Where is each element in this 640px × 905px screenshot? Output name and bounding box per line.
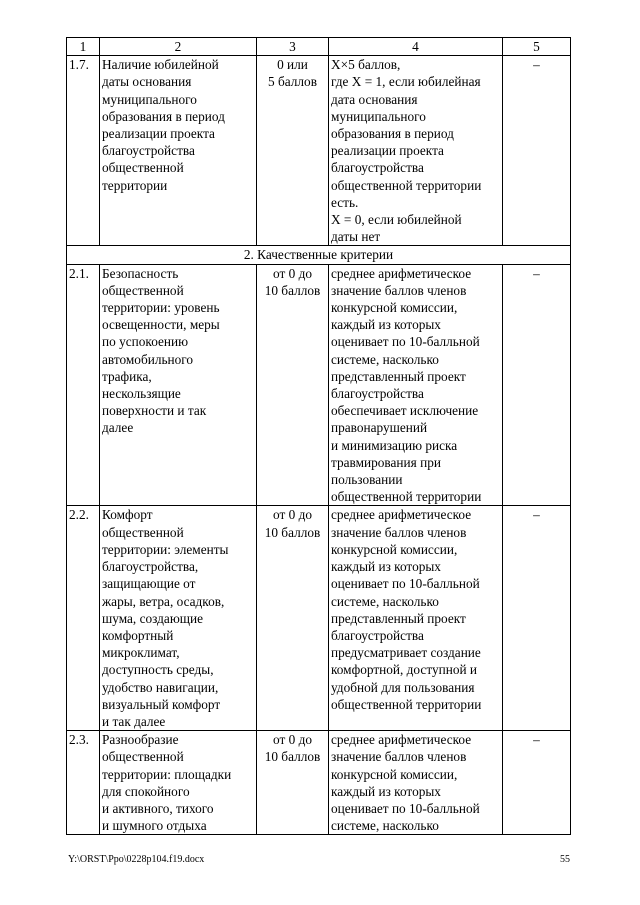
header-col-5: 5 (503, 38, 571, 56)
table-row (67, 506, 571, 731)
row-criterion: Разнообразие общественной территории: площадки для спокойного и активного, тихого и шумного отдыха (100, 731, 257, 835)
table-row (67, 56, 571, 246)
row-note: – (503, 731, 571, 835)
criteria-table (66, 37, 571, 835)
section-heading-row (67, 246, 571, 264)
table-row (67, 264, 571, 506)
footer-file-path: Y:\ORST\Ppo\0228p104.f19.docx (68, 854, 205, 865)
row-note: – (503, 264, 571, 506)
header-col-2: 2 (100, 38, 257, 56)
row-note: – (503, 506, 571, 731)
row-method: X×5 баллов, где X = 1, если юбилейная дата основания муниципального образования в период реализации проекта благоустройства общественной территории есть. X = 0, если юбилейной даты нет (329, 56, 503, 246)
row-number: 2.2. (67, 506, 100, 731)
row-score: от 0 до 10 баллов (257, 264, 329, 506)
row-score: от 0 до 10 баллов (257, 731, 329, 835)
row-method: среднее арифметическое значение баллов членов конкурсной комиссии, каждый из которых оценивает по 10-балльной системе, насколько представленный проект благоустройства предусматривает создание комфортной, доступной и удобной для пользования общественной территории (329, 506, 503, 731)
row-score: от 0 до 10 баллов (257, 506, 329, 731)
header-col-3: 3 (257, 38, 329, 56)
row-number: 2.1. (67, 264, 100, 506)
table-row (67, 731, 571, 835)
section-heading: 2. Качественные критерии (67, 246, 571, 264)
header-col-4: 4 (329, 38, 503, 56)
row-note: – (503, 56, 571, 246)
row-criterion: Комфорт общественной территории: элементы благоустройства, защищающие от жары, ветра, осадков, шума, создающие комфортный микроклимат, доступность среды, удобство навигации, визуальный комфорт и так далее (100, 506, 257, 731)
header-col-1: 1 (67, 38, 100, 56)
row-number: 1.7. (67, 56, 100, 246)
row-criterion: Наличие юбилейной даты основания муниципального образования в период реализации проекта благоустройства общественной территории (100, 56, 257, 246)
row-number: 2.3. (67, 731, 100, 835)
table-header-row (67, 38, 571, 56)
row-criterion: Безопасность общественной территории: уровень освещенности, меры по успокоению автомобильного трафика, нескользящие поверхности и так далее (100, 264, 257, 506)
row-method: среднее арифметическое значение баллов членов конкурсной комиссии, каждый из которых оценивает по 10-балльной системе, насколько (329, 731, 503, 835)
row-method: среднее арифметическое значение баллов членов конкурсной комиссии, каждый из которых оценивает по 10-балльной системе, насколько представленный проект благоустройства обеспечивает исключение правонарушений и минимизацию риска травмирования при пользовании общественной территории (329, 264, 503, 506)
row-score: 0 или 5 баллов (257, 56, 329, 246)
footer-page-number: 55 (560, 854, 570, 865)
